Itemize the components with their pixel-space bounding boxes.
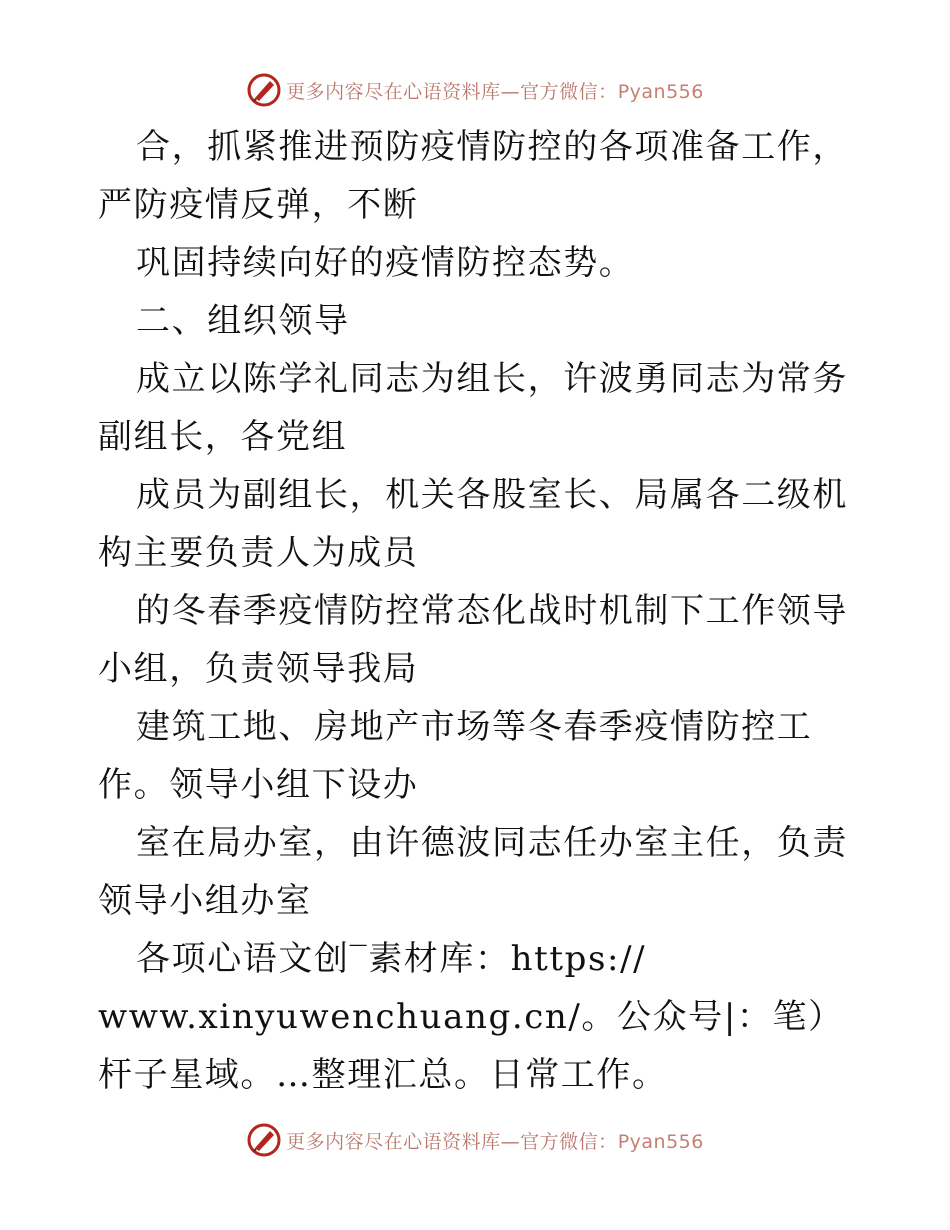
section-heading: 二、组织领导 <box>136 301 350 341</box>
banner-separator: — <box>500 80 521 103</box>
body-line-5: 成员为副组长，机关各股室长、局属各二级机构主要负责人为成员 <box>98 475 848 573</box>
body-line-1: 合，抓紧推进预防疫情防控的各项准备工作，严防疫情反弹，不断 <box>98 127 848 225</box>
banner-main: 更多内容尽在心语资料库 <box>286 80 501 103</box>
body-line-4: 成立以陈学礼同志为组长，许波勇同志为常务副组长，各党组 <box>98 359 848 457</box>
header-banner <box>0 70 950 110</box>
banner-text <box>286 1127 704 1154</box>
pen-logo-icon <box>246 1122 282 1158</box>
body-line-2: 巩固持续向好的疫情防控态势。 <box>136 243 635 283</box>
banner-separator: — <box>500 1130 521 1153</box>
document-body <box>98 118 858 1104</box>
body-line-10: www.xinyuwenchuang.cn/。公众号|：笔）杆子星域。…整理汇总。日常工作。 <box>98 997 844 1095</box>
banner-wechat-id: Pyan556 <box>617 80 704 103</box>
body-line-6: 的冬春季疫情防控常态化战时机制下工作领导小组，负责领导我局 <box>98 591 848 689</box>
banner-wechat-id: Pyan556 <box>617 1130 704 1153</box>
banner-main: 更多内容尽在心语资料库 <box>286 1130 501 1153</box>
banner-text <box>286 77 704 104</box>
footer-banner <box>0 1120 950 1160</box>
pen-logo-icon <box>246 72 282 108</box>
banner-suffix: 官方微信： <box>520 80 618 103</box>
banner-suffix: 官方微信： <box>520 1130 618 1153</box>
body-line-8: 室在局办室，由许德波同志任办室主任，负责领导小组办室 <box>98 823 848 921</box>
body-line-9: 各项心语文创‾素材库：https:// <box>136 939 647 979</box>
body-line-7: 建筑工地、房地产市场等冬春季疫情防控工作。领导小组下设办 <box>98 707 813 805</box>
